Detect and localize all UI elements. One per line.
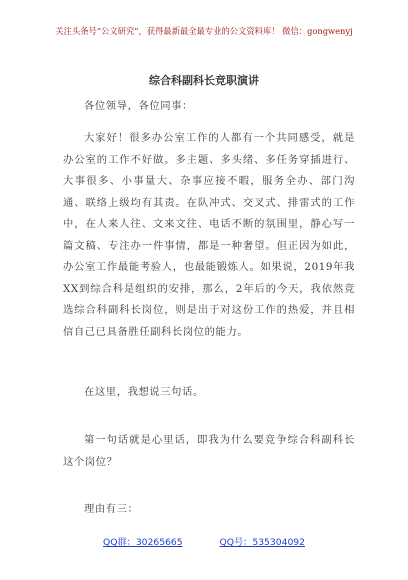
body-paragraph-3: 第一句话就是心里话，即我为什么要竞争综合科副科长这个岗位？: [63, 434, 355, 468]
footer-contacts: [0, 534, 408, 548]
document-title: 综合科副科长竞职演讲: [149, 74, 259, 87]
body-paragraph-2: 在这里，我想说三句话。: [84, 386, 204, 398]
body-paragraph-4: 理由有三：: [84, 503, 139, 515]
qq-group-link[interactable]: QQ群：30265665: [103, 537, 183, 548]
body-paragraph-1: 大家好！很多办公室工作的人都有一个共同感受，就是办公室的工作不好做。多主题、多头绪、多任务穿插进行、大事很多、小事量大、杂事应接不暇，服务全办、部门沟通、联络上级均有其责。在队冲式、交叉式、排雷式的工作中，在人来人往、文来文往、电话不断的氛围里，静心写一篇文稿、专注办一件事情，都是一种奢望。但正因为如此，办公室工作最能考验人，也最能锻炼人。如果说，2019年我XX到综合科是组织的安排，那么，2年后的今天，我依然竞选综合科副科长岗位，则是出于对这份工作的热爱，并且相信自己已具备胜任副科长岗位的能力。: [63, 132, 355, 338]
qq-number-link[interactable]: QQ号：535304092: [219, 537, 305, 548]
top-banner: 关注头条号“公文研究”，获得最新最全最专业的公文资料库！ 微信：gongwenyj: [55, 26, 353, 36]
greeting: 各位领导，各位同事：: [84, 100, 193, 112]
